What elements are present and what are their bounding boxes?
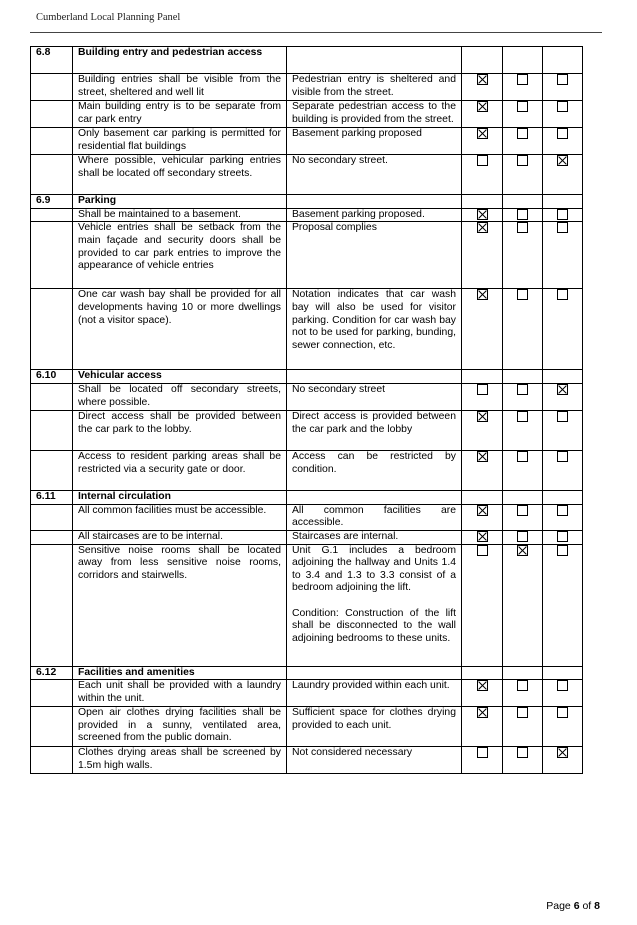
compliance-no-checkbox[interactable]	[517, 451, 528, 462]
check-cell	[462, 544, 503, 666]
section-header-row	[31, 195, 583, 209]
check-cell	[503, 155, 543, 195]
section-number-text: 6.11	[36, 491, 56, 503]
table-row	[31, 411, 583, 451]
check-cell	[543, 747, 583, 774]
check-cell	[462, 411, 503, 451]
check-cell	[543, 289, 583, 370]
compliance-na-checkbox[interactable]	[557, 531, 568, 542]
requirement-cell	[73, 155, 287, 195]
empty-cell	[543, 666, 583, 680]
section-title	[73, 47, 287, 74]
compliance-yes-checkbox[interactable]	[477, 545, 488, 556]
comment-text: Sufficient space for clothes drying provided to each unit.	[292, 707, 456, 731]
section-number	[31, 195, 73, 209]
compliance-yes-checkbox[interactable]	[477, 411, 488, 422]
requirement-text: Vehicle entries shall be setback from the main façade and security doors shall be provided to car park entries to improve the appearance of vehicle entries	[78, 222, 281, 272]
empty-cell	[287, 370, 462, 384]
compliance-yes-checkbox[interactable]	[477, 289, 488, 300]
compliance-yes-checkbox[interactable]	[477, 384, 488, 395]
check-cell	[462, 707, 503, 747]
compliance-yes-checkbox[interactable]	[477, 101, 488, 112]
comment-text: No secondary street	[292, 384, 385, 396]
check-cell	[543, 384, 583, 411]
check-cell	[543, 451, 583, 491]
compliance-na-checkbox[interactable]	[557, 411, 568, 422]
empty-cell	[31, 289, 73, 370]
comment-text: Basement parking proposed	[292, 128, 422, 139]
section-number-text: 6.10	[36, 370, 57, 382]
requirement-cell	[73, 707, 287, 747]
requirement-text: Each unit shall be provided with a laundry within the unit.	[78, 680, 281, 704]
requirement-cell	[73, 680, 287, 707]
compliance-na-checkbox[interactable]	[557, 128, 568, 139]
compliance-no-checkbox[interactable]	[517, 505, 528, 516]
compliance-na-checkbox[interactable]	[557, 289, 568, 300]
requirement-text: Building entries shall be visible from the street, sheltered and well lit	[78, 74, 281, 98]
table-row	[31, 101, 583, 128]
check-cell	[543, 222, 583, 289]
comment-text: Laundry provided within each unit.	[292, 680, 450, 692]
empty-cell	[31, 747, 73, 774]
check-cell	[503, 411, 543, 451]
comment-cell	[287, 384, 462, 411]
check-cell	[462, 680, 503, 707]
check-cell	[503, 504, 543, 530]
check-cell	[503, 451, 543, 491]
section-title-text: Facilities and amenities	[78, 666, 195, 678]
compliance-table	[30, 46, 583, 774]
check-cell	[462, 289, 503, 370]
table-row	[31, 544, 583, 666]
requirement-text: All staircases are to be internal.	[78, 530, 223, 542]
check-cell	[503, 384, 543, 411]
table-row	[31, 222, 583, 289]
comment-text: Separate pedestrian access to the building is provided from the street.	[292, 101, 456, 125]
empty-cell	[31, 707, 73, 747]
check-cell	[543, 74, 583, 101]
requirement-cell	[73, 504, 287, 530]
compliance-yes-checkbox[interactable]	[477, 451, 488, 462]
requirement-cell	[73, 101, 287, 128]
check-cell	[503, 128, 543, 155]
check-cell	[503, 101, 543, 128]
table-row	[31, 128, 583, 155]
compliance-no-checkbox[interactable]	[517, 384, 528, 395]
comment-text: All common facilities are accessible.	[292, 504, 456, 529]
check-cell	[462, 74, 503, 101]
section-title	[73, 491, 287, 505]
compliance-yes-checkbox[interactable]	[477, 531, 488, 542]
requirement-cell	[73, 289, 287, 370]
compliance-no-checkbox[interactable]	[517, 128, 528, 139]
compliance-na-checkbox[interactable]	[557, 101, 568, 112]
page-of: of	[582, 900, 592, 912]
comment-text: Proposal complies	[292, 222, 377, 234]
comment-cell	[287, 747, 462, 774]
page-total: 8	[594, 900, 600, 912]
compliance-no-checkbox[interactable]	[517, 707, 528, 718]
comment-cell	[287, 208, 462, 222]
page-word: Page	[546, 900, 571, 912]
empty-cell	[31, 74, 73, 101]
check-cell	[543, 155, 583, 195]
requirement-text: One car wash bay shall be provided for all developments having 10 or more dwellings (not a visitor space).	[78, 289, 281, 326]
requirement-text: Access to resident parking areas shall be restricted via a security gate or door.	[78, 451, 281, 475]
comment-cell	[287, 128, 462, 155]
page-number	[546, 900, 600, 912]
section-header-row	[31, 666, 583, 680]
comment-cell	[287, 544, 462, 666]
page-current: 6	[573, 900, 580, 912]
compliance-na-checkbox[interactable]	[557, 505, 568, 516]
requirement-text: Clothes drying areas shall be screened by 1.5m high walls.	[78, 747, 281, 771]
comment-cell	[287, 530, 462, 544]
check-cell	[462, 384, 503, 411]
comment-cell	[287, 74, 462, 101]
empty-cell	[31, 222, 73, 289]
section-title	[73, 370, 287, 384]
compliance-na-checkbox[interactable]	[557, 707, 568, 718]
compliance-yes-checkbox[interactable]	[477, 747, 488, 758]
compliance-na-checkbox[interactable]	[557, 680, 568, 691]
comment-cell	[287, 222, 462, 289]
section-number-text: 6.12	[36, 666, 57, 678]
requirement-text: Open air clothes drying facilities shall be provided in a sunny, ventilated area, screened from the public domain.	[78, 707, 281, 744]
compliance-yes-checkbox[interactable]	[477, 209, 488, 220]
comment-text: Not considered necessary	[292, 747, 413, 759]
empty-cell	[31, 384, 73, 411]
table-row	[31, 747, 583, 774]
compliance-na-checkbox[interactable]	[557, 451, 568, 462]
check-cell	[543, 504, 583, 530]
requirement-text: Shall be maintained to a basement.	[78, 208, 241, 220]
compliance-no-checkbox[interactable]	[517, 411, 528, 422]
table-row	[31, 680, 583, 707]
compliance-no-checkbox[interactable]	[517, 289, 528, 300]
compliance-yes-checkbox[interactable]	[477, 128, 488, 139]
empty-cell	[287, 195, 462, 209]
comment-cell	[287, 289, 462, 370]
check-cell	[462, 530, 503, 544]
section-number	[31, 370, 73, 384]
requirement-text: Sensitive noise rooms shall be located away from less sensitive noise rooms, corridors and stairwells.	[78, 544, 281, 581]
requirement-text: All common facilities must be accessible.	[78, 504, 267, 516]
empty-cell	[31, 411, 73, 451]
section-title-text: Building entry and pedestrian access	[78, 47, 263, 58]
requirement-cell	[73, 411, 287, 451]
compliance-na-checkbox[interactable]	[557, 384, 568, 395]
empty-cell	[31, 451, 73, 491]
compliance-no-checkbox[interactable]	[517, 101, 528, 112]
check-cell	[462, 451, 503, 491]
section-header-row	[31, 491, 583, 505]
check-cell	[462, 504, 503, 530]
empty-cell	[31, 155, 73, 195]
empty-cell	[543, 195, 583, 209]
empty-cell	[543, 47, 583, 74]
table-row	[31, 530, 583, 544]
section-number	[31, 47, 73, 74]
requirement-text: Where possible, vehicular parking entries shall be located off secondary streets.	[78, 155, 281, 179]
check-cell	[462, 222, 503, 289]
check-cell	[462, 155, 503, 195]
requirement-cell	[73, 747, 287, 774]
check-cell	[503, 74, 543, 101]
section-number-text: 6.8	[36, 47, 51, 58]
empty-cell	[287, 491, 462, 505]
check-cell	[543, 208, 583, 222]
compliance-no-checkbox[interactable]	[517, 222, 528, 233]
compliance-na-checkbox[interactable]	[557, 74, 568, 85]
empty-cell	[503, 47, 543, 74]
empty-cell	[287, 666, 462, 680]
compliance-na-checkbox[interactable]	[557, 222, 568, 233]
requirement-cell	[73, 530, 287, 544]
compliance-yes-checkbox[interactable]	[477, 155, 488, 166]
requirement-text: Main building entry is to be separate from car park entry	[78, 101, 281, 125]
compliance-yes-checkbox[interactable]	[477, 222, 488, 233]
table-row	[31, 707, 583, 747]
empty-cell	[503, 491, 543, 505]
empty-cell	[543, 370, 583, 384]
check-cell	[462, 747, 503, 774]
section-title	[73, 195, 287, 209]
comment-cell	[287, 411, 462, 451]
compliance-yes-checkbox[interactable]	[477, 680, 488, 691]
empty-cell	[31, 530, 73, 544]
table-row	[31, 504, 583, 530]
empty-cell	[462, 195, 503, 209]
section-header-row	[31, 47, 583, 74]
section-title	[73, 666, 287, 680]
check-cell	[462, 128, 503, 155]
comment-cell	[287, 707, 462, 747]
section-number-text: 6.9	[36, 195, 51, 206]
comment-cell	[287, 101, 462, 128]
comment-cell	[287, 155, 462, 195]
check-cell	[543, 411, 583, 451]
table-row	[31, 384, 583, 411]
compliance-no-checkbox[interactable]	[517, 155, 528, 166]
requirement-cell	[73, 128, 287, 155]
empty-cell	[543, 491, 583, 505]
check-cell	[503, 208, 543, 222]
check-cell	[543, 128, 583, 155]
check-cell	[503, 747, 543, 774]
empty-cell	[462, 491, 503, 505]
empty-cell	[31, 504, 73, 530]
header-divider	[30, 32, 602, 33]
table-row	[31, 451, 583, 491]
empty-cell	[503, 666, 543, 680]
compliance-no-checkbox[interactable]	[517, 74, 528, 85]
requirement-text: Direct access shall be provided between the car park to the lobby.	[78, 411, 281, 435]
empty-cell	[31, 680, 73, 707]
section-number	[31, 491, 73, 505]
comment-text: Access can be restricted by condition.	[292, 451, 456, 475]
compliance-no-checkbox[interactable]	[517, 531, 528, 542]
comment-cell	[287, 680, 462, 707]
compliance-yes-checkbox[interactable]	[477, 505, 488, 516]
empty-cell	[31, 544, 73, 666]
empty-cell	[31, 128, 73, 155]
empty-cell	[287, 47, 462, 74]
compliance-no-checkbox[interactable]	[517, 209, 528, 220]
comment-cell	[287, 451, 462, 491]
section-title-text: Parking	[78, 195, 117, 206]
empty-cell	[31, 208, 73, 222]
empty-cell	[462, 666, 503, 680]
check-cell	[543, 544, 583, 666]
requirement-cell	[73, 208, 287, 222]
requirement-cell	[73, 74, 287, 101]
compliance-no-checkbox[interactable]	[517, 680, 528, 691]
table-row	[31, 155, 583, 195]
empty-cell	[503, 195, 543, 209]
empty-cell	[31, 101, 73, 128]
table-row	[31, 289, 583, 370]
compliance-no-checkbox[interactable]	[517, 545, 528, 556]
compliance-na-checkbox[interactable]	[557, 155, 568, 166]
section-title-text: Internal circulation	[78, 491, 171, 503]
compliance-yes-checkbox[interactable]	[477, 707, 488, 718]
compliance-no-checkbox[interactable]	[517, 747, 528, 758]
table-row	[31, 74, 583, 101]
comment-text: Direct access is provided between the car park and the lobby	[292, 411, 456, 435]
section-number	[31, 666, 73, 680]
section-header-row	[31, 370, 583, 384]
check-cell	[503, 530, 543, 544]
requirement-cell	[73, 544, 287, 666]
requirement-cell	[73, 451, 287, 491]
requirement-text: Shall be located off secondary streets, where possible.	[78, 384, 281, 408]
comment-text: Pedestrian entry is sheltered and visible from the street.	[292, 74, 456, 98]
check-cell	[543, 680, 583, 707]
empty-cell	[462, 370, 503, 384]
comment-text: Unit G.1 includes a bedroom adjoining the hallway and Units 1.4 to 3.4 and 1.3 to 3.3 consist of a bedroom adjoining the lift.	[292, 544, 456, 594]
comment-text: Notation indicates that car wash bay will also be used for visitor parking. Condition for car wash bay not to be used for parking, bunding, sewer connection, etc.	[292, 289, 456, 351]
check-cell	[462, 208, 503, 222]
requirement-text: Only basement car parking is permitted for residential flat buildings	[78, 128, 281, 152]
check-cell	[503, 544, 543, 666]
compliance-na-checkbox[interactable]	[557, 545, 568, 556]
requirement-cell	[73, 222, 287, 289]
compliance-yes-checkbox[interactable]	[477, 74, 488, 85]
comment-text: Staircases are internal.	[292, 530, 399, 542]
compliance-na-checkbox[interactable]	[557, 747, 568, 758]
table-row	[31, 208, 583, 222]
check-cell	[543, 101, 583, 128]
check-cell	[462, 101, 503, 128]
check-cell	[543, 530, 583, 544]
requirement-cell	[73, 384, 287, 411]
empty-cell	[503, 370, 543, 384]
check-cell	[503, 680, 543, 707]
check-cell	[503, 222, 543, 289]
check-cell	[503, 707, 543, 747]
comment-text: Basement parking proposed.	[292, 208, 425, 220]
section-title-text: Vehicular access	[78, 370, 162, 382]
check-cell	[543, 707, 583, 747]
empty-cell	[462, 47, 503, 74]
compliance-na-checkbox[interactable]	[557, 209, 568, 220]
document-header: Cumberland Local Planning Panel	[36, 12, 181, 23]
check-cell	[503, 289, 543, 370]
comment-cell	[287, 504, 462, 530]
comment-text: No secondary street.	[292, 155, 388, 166]
comment-text: Condition: Construction of the lift shall be disconnected to the wall adjoining bedrooms to these units.	[292, 607, 456, 644]
